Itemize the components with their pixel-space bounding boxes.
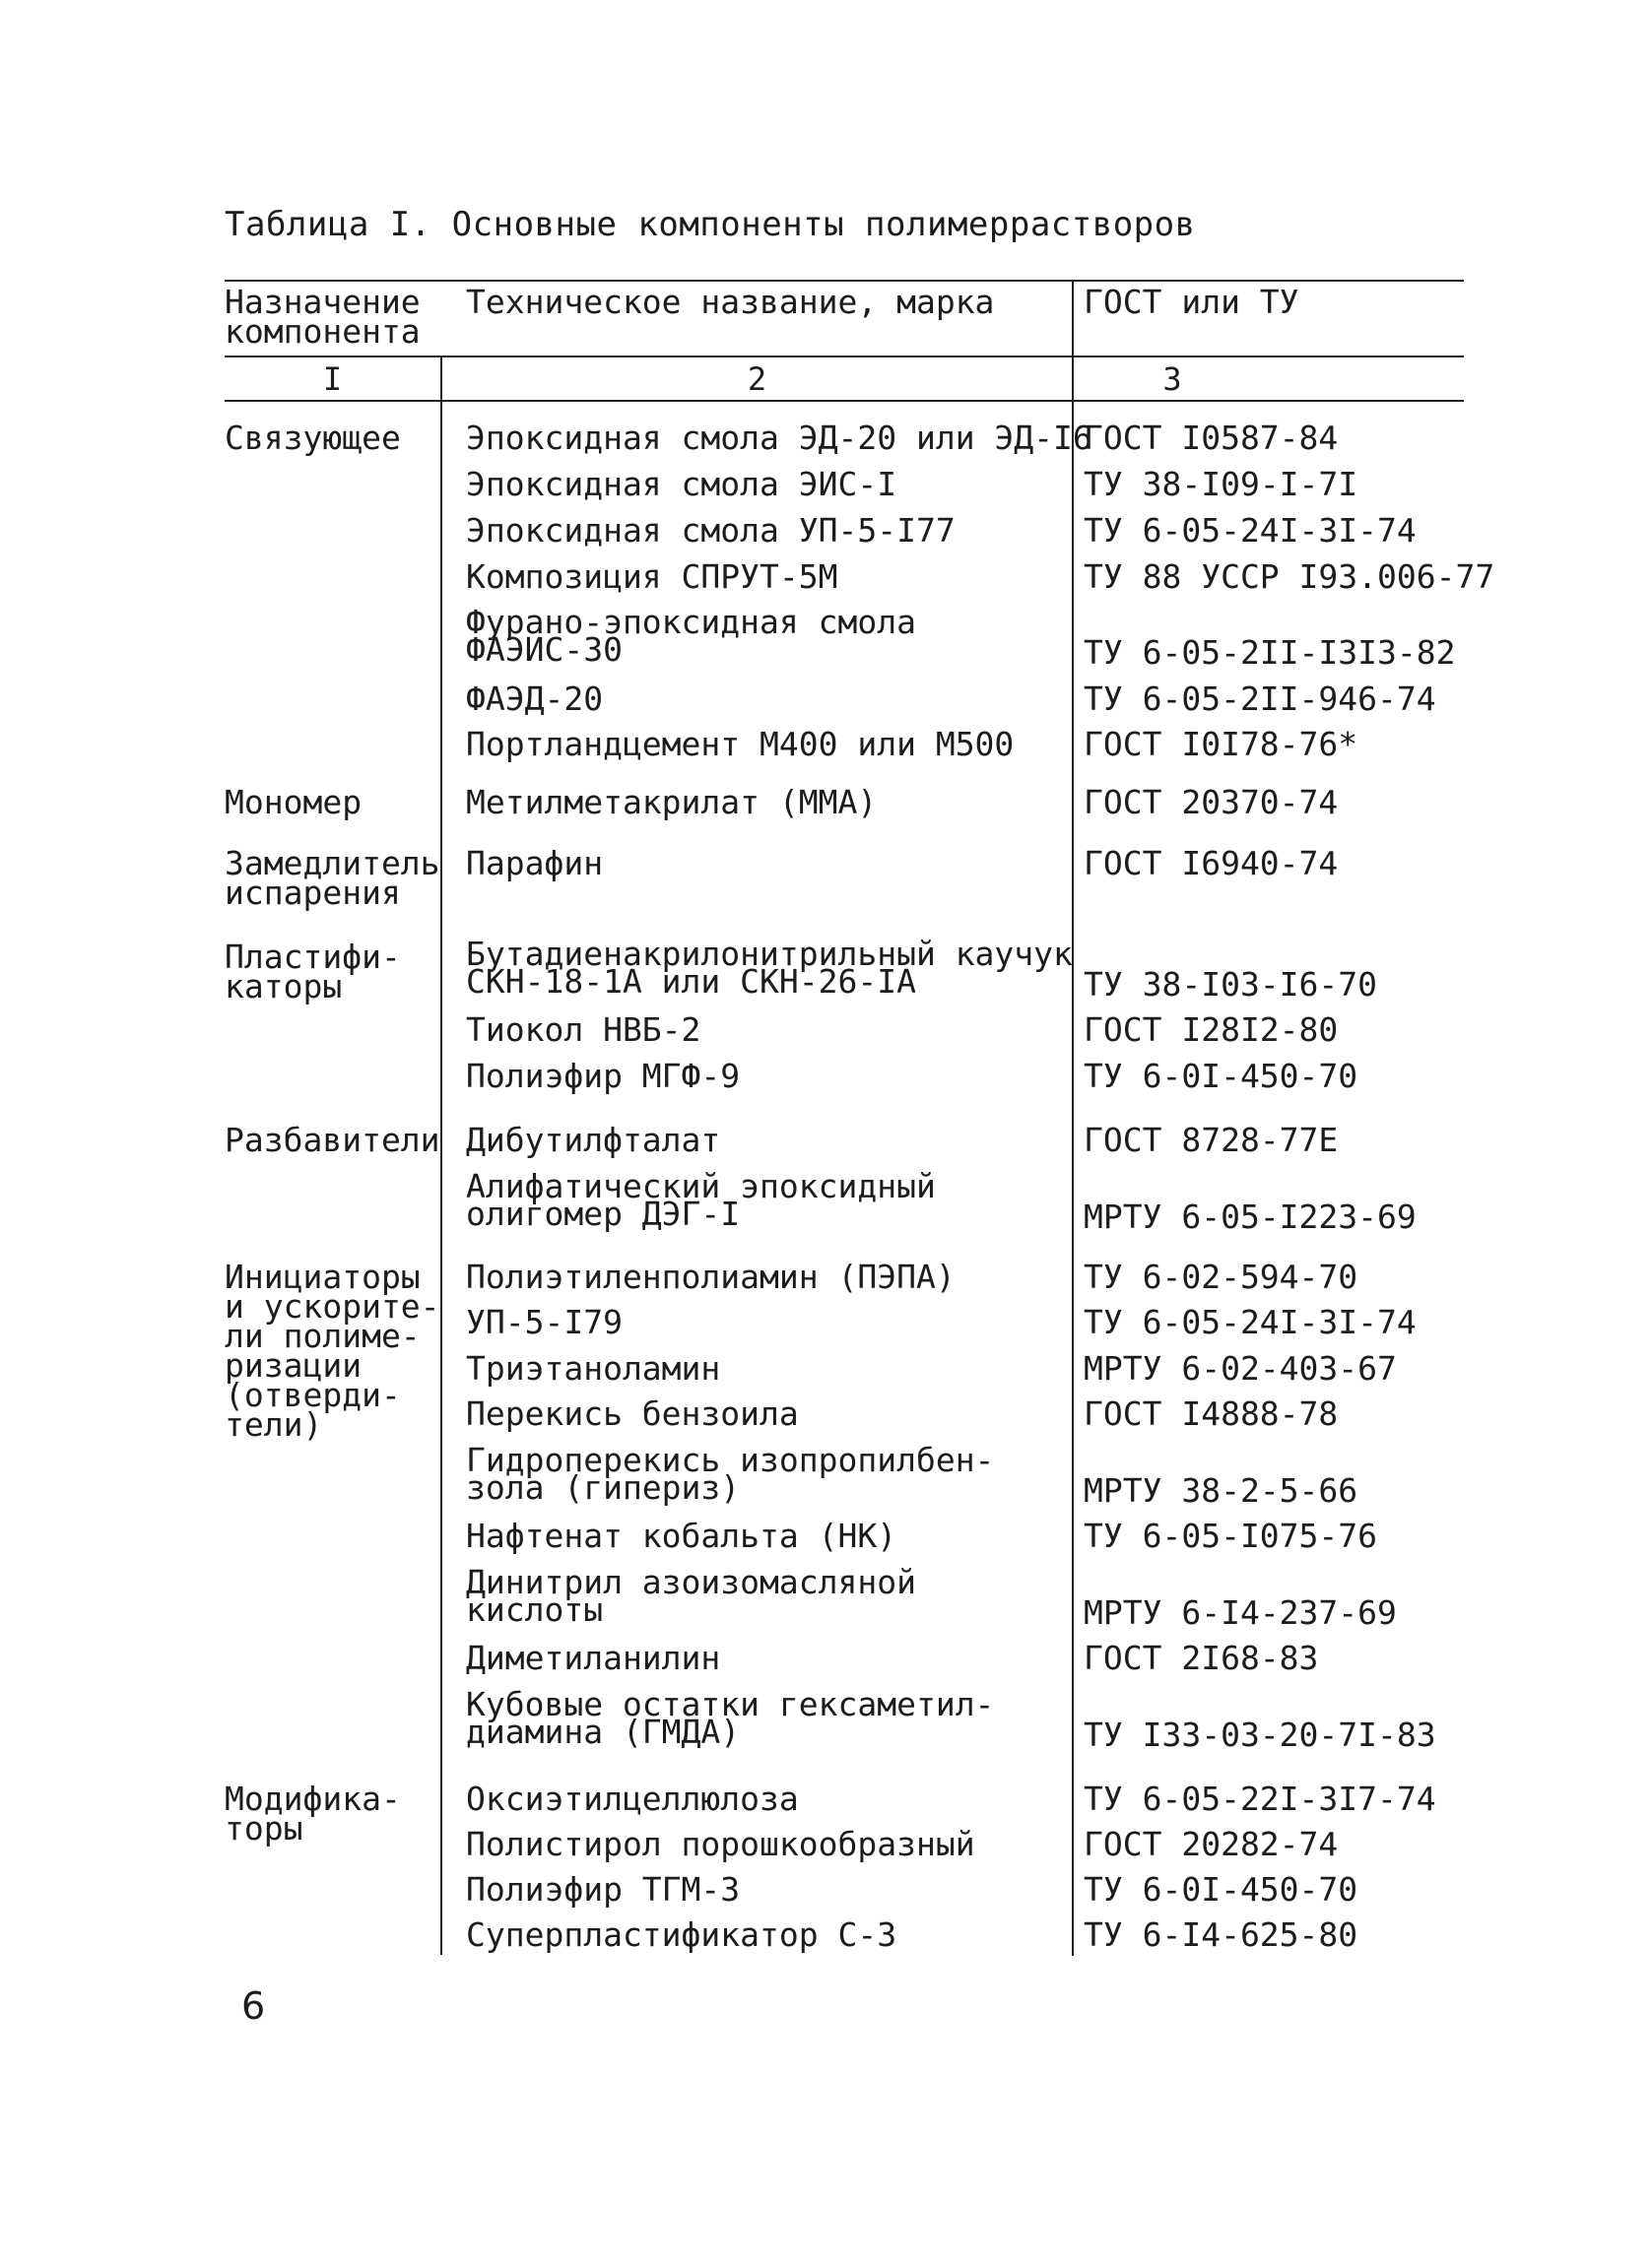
row-standard: ГОСТ I6940-74 xyxy=(1084,844,1339,882)
row-name: Композиция СПРУТ-5М xyxy=(466,557,838,596)
header-bottom-rule xyxy=(225,356,1464,357)
group-evaporation-retarder: Замедлитель испарения xyxy=(225,844,440,912)
column-divider-1 xyxy=(440,356,442,1955)
page-number: 6 xyxy=(241,1984,266,2028)
row-name: УП-5-I79 xyxy=(466,1303,623,1341)
row-name: Полистирол порошкообразный xyxy=(466,1825,975,1863)
row-standard: ТУ 6-0I-450-70 xyxy=(1084,1870,1358,1909)
row-name: Полиэфир ТГМ-3 xyxy=(466,1870,741,1909)
row-name: Метилметакрилат (ММА) xyxy=(466,783,878,821)
column-number-2: 2 xyxy=(747,360,767,398)
row-standard: ТУ 6-05-22I-3I7-74 xyxy=(1084,1780,1436,1818)
group-initiators: Инициаторы и ускорите- ли полиме- ризации (отверди- тели) xyxy=(225,1258,440,1444)
row-standard: ГОСТ 8728-77Е xyxy=(1084,1121,1339,1159)
column-divider-2 xyxy=(1072,280,1074,1956)
row-name: Эпоксидная смола ЭИС-I xyxy=(466,465,897,503)
header-standard: ГОСТ или ТУ xyxy=(1084,283,1299,321)
header-technical-name: Техническое название, марка xyxy=(466,283,995,321)
row-name: Диметиланилин xyxy=(466,1639,721,1677)
row-name: Динитрил азоизомасляной кислоты xyxy=(466,1563,916,1629)
row-standard: ТУ I33-03-20-7I-83 xyxy=(1084,1716,1436,1754)
row-name: Триэтаноламин xyxy=(466,1349,721,1388)
row-standard: ГОСТ 20282-74 xyxy=(1084,1825,1339,1863)
group-plasticizers: Пластифи- каторы xyxy=(225,938,401,1005)
row-name: Дибутилфталат xyxy=(466,1121,721,1159)
row-standard: МРТУ 6-05-I223-69 xyxy=(1084,1198,1417,1236)
row-name: Перекись бензоила xyxy=(466,1394,799,1433)
group-modifiers: Модифика- торы xyxy=(225,1780,401,1847)
row-name: Портландцемент М400 или М500 xyxy=(466,725,1015,763)
row-standard: ТУ 6-05-24I-3I-74 xyxy=(1084,1303,1417,1341)
row-name: Тиокол НВБ-2 xyxy=(466,1010,701,1049)
row-standard: ТУ 6-02-594-70 xyxy=(1084,1258,1358,1296)
row-standard: ГОСТ I4888-78 xyxy=(1084,1394,1339,1433)
row-standard: ТУ 88 УССР I93.006-77 xyxy=(1084,557,1495,596)
header-purpose: Назначение компонента xyxy=(225,283,421,351)
row-standard: ГОСТ I0587-84 xyxy=(1084,419,1339,457)
column-number-1: I xyxy=(322,360,343,398)
row-standard: ГОСТ 20370-74 xyxy=(1084,783,1339,821)
row-standard: ТУ 6-0I-450-70 xyxy=(1084,1057,1358,1095)
row-name: Гидроперекись изопропилбен- зола (гипериз) xyxy=(466,1441,995,1507)
row-name: Кубовые остатки гексаметил- диамина (ГМДА) xyxy=(466,1685,995,1751)
table-caption: Таблица I. Основные компоненты полимеррастворов xyxy=(225,205,1196,244)
row-standard: МРТУ 38-2-5-66 xyxy=(1084,1471,1358,1510)
row-standard: ТУ 6-05-2II-946-74 xyxy=(1084,680,1436,718)
row-name: Полиэфир МГФ-9 xyxy=(466,1057,741,1095)
row-name: Нафтенат кобальта (НК) xyxy=(466,1517,897,1555)
row-standard: ГОСТ I28I2-80 xyxy=(1084,1010,1339,1049)
row-standard: ТУ 38-I09-I-7I xyxy=(1084,465,1358,503)
row-standard: ТУ 6-05-I075-76 xyxy=(1084,1517,1378,1555)
row-name: Бутадиенакрилонитрильный каучук СКН-18-1А или СКН-26-IА xyxy=(466,935,1073,1001)
row-standard: ГОСТ I0I78-76* xyxy=(1084,725,1358,763)
group-monomer: Мономер xyxy=(225,783,363,821)
group-diluents: Разбавители xyxy=(225,1121,440,1159)
row-name: Оксиэтилцеллюлоза xyxy=(466,1780,799,1818)
group-binder: Связующее xyxy=(225,419,401,457)
row-standard: ТУ 38-I03-I6-70 xyxy=(1084,965,1378,1004)
row-name: Эпоксидная смола ЭД-20 или ЭД-I6 xyxy=(466,419,1092,457)
row-standard: МРТУ 6-I4-237-69 xyxy=(1084,1593,1397,1632)
row-name: Алифатический эпоксидный олигомер ДЭГ-I xyxy=(466,1167,936,1233)
table-top-rule xyxy=(225,280,1464,282)
row-name: Суперпластификатор С-3 xyxy=(466,1915,897,1954)
row-standard: МРТУ 6-02-403-67 xyxy=(1084,1349,1397,1388)
row-standard: ТУ 6-05-24I-3I-74 xyxy=(1084,511,1417,550)
row-standard: ТУ 6-05-2II-I3I3-82 xyxy=(1084,633,1456,672)
row-name: Фурано-эпоксидная смола ФАЭИС-30 xyxy=(466,603,916,669)
numbers-bottom-rule xyxy=(225,400,1464,402)
row-name: Эпоксидная смола УП-5-I77 xyxy=(466,511,956,550)
row-name: ФАЭД-20 xyxy=(466,680,604,718)
row-name: Парафин xyxy=(466,844,604,882)
row-standard: ТУ 6-I4-625-80 xyxy=(1084,1915,1358,1954)
row-name: Полиэтиленполиамин (ПЭПА) xyxy=(466,1258,956,1296)
row-standard: ГОСТ 2I68-83 xyxy=(1084,1639,1319,1677)
column-number-3: 3 xyxy=(1162,360,1182,398)
